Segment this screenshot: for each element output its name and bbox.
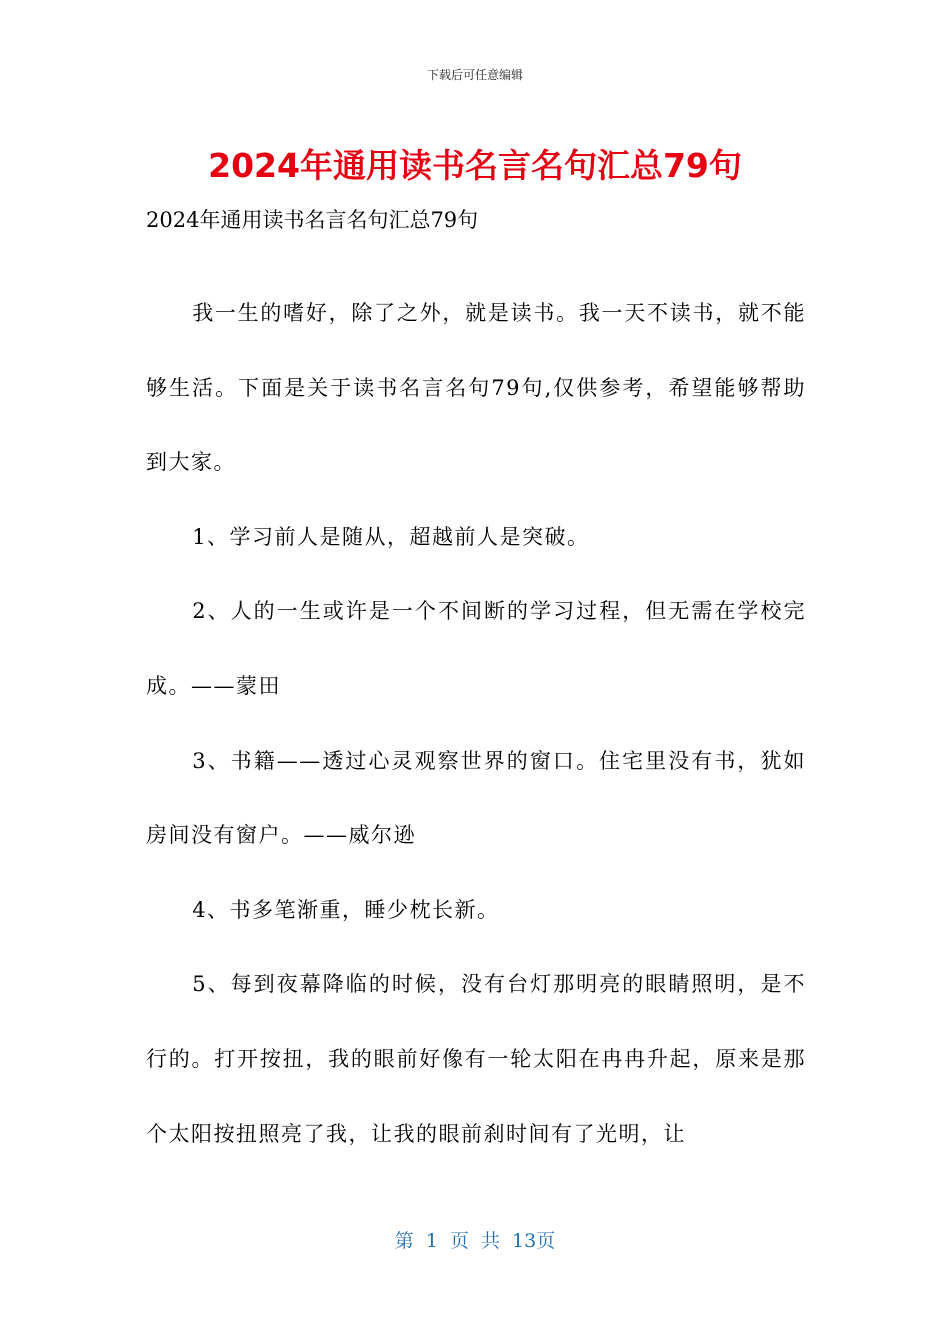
document-subtitle: 2024年通用读书名言名句汇总79句 <box>146 208 479 232</box>
paragraph-intro: 我一生的嗜好，除了之外，就是读书。我一天不读书，就不能够生活。下面是关于读书名言名句79句,仅供参考，希望能够帮助到大家。 <box>146 301 806 475</box>
paragraph-quote-5: 5、每到夜幕降临的时候，没有台灯那明亮的眼睛照明，是不行的。打开按扭，我的眼前好像有一轮太阳在冉冉升起，原来是那个太阳按扭照亮了我，让我的眼前刹时间有了光明，让 <box>146 972 806 1146</box>
paragraph-quote-4: 4、书多笔渐重，睡少枕长新。 <box>192 897 500 922</box>
paragraph-quote-3: 3、书籍——透过心灵观察世界的窗口。住宅里没有书，犹如房间没有窗户。——威尔逊 <box>146 748 806 848</box>
page-footer-pagination: 第 1 页 共 13页 <box>394 1230 556 1252</box>
paragraph-quote-2: 2、人的一生或许是一个不间断的学习过程，但无需在学校完成。——蒙田 <box>146 599 806 698</box>
document-title: 2024年通用读书名言名句汇总79句 <box>208 146 742 185</box>
paragraph-quote-1: 1、学习前人是随从，超越前人是突破。 <box>192 524 590 549</box>
page-header-note: 下载后可任意编辑 <box>426 68 523 82</box>
document-body <box>146 276 806 1171</box>
